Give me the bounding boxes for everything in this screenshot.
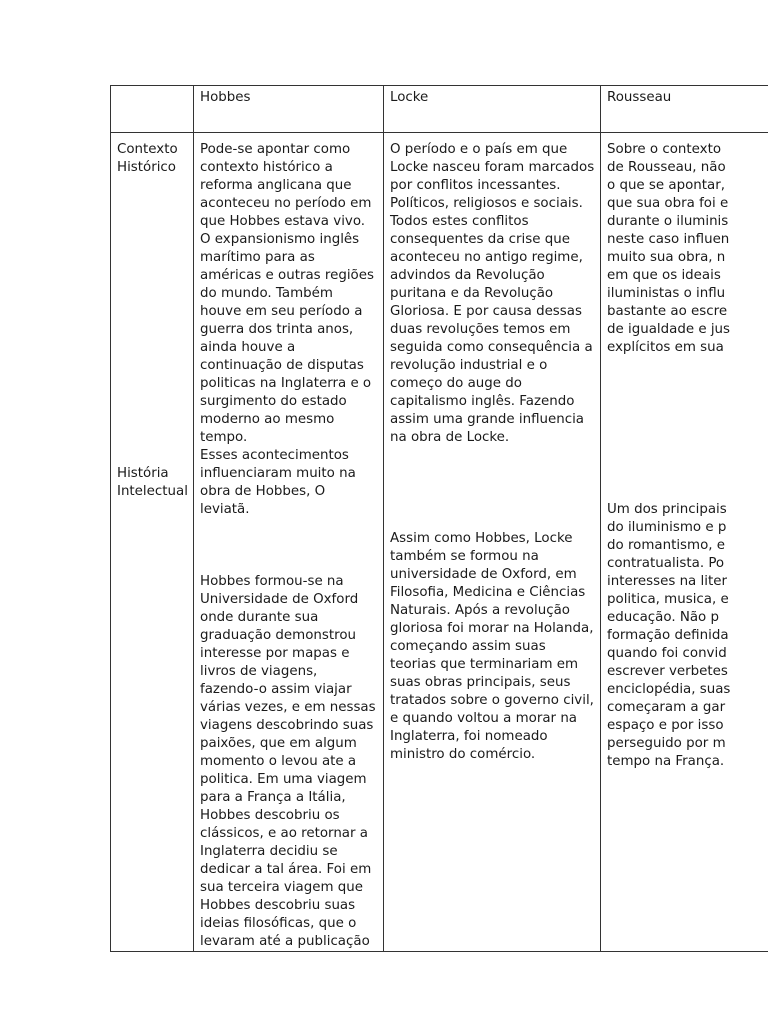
rousseau-historia-line: escrever verbetes [607, 664, 728, 679]
rousseau-historia-line: do romantismo, e [607, 538, 726, 553]
row-label-cell [111, 133, 194, 952]
rousseau-historia-line: quando foi convid [607, 646, 727, 661]
rousseau-historia-line: educação. Não p [607, 610, 720, 625]
rousseau-contexto-line: muito sua obra, n [607, 250, 726, 265]
header-hobbes: Hobbes [194, 86, 384, 133]
rousseau-contexto-line: que sua obra foi e [607, 196, 729, 211]
rousseau-historia-line: espaço e por isso [607, 718, 724, 733]
locke-contexto-text: O período e o país em que Locke nasceu foram marcados por conflitos incessantes. Políticos, religiosos e sociais. Todos estes conflitos consequentes da crise que aconteceu no antigo regime, advindos da Revolução puritana e da Revolução Gloriosa. E por causa dessas duas revoluções temos em seguida como consequência a revolução industrial e o começo do auge do capitalismo inglês. Fazendo assim uma grande influencia na obra de Locke. [390, 142, 595, 445]
locke-historia-text: Assim como Hobbes, Locke também se formou na universidade de Oxford, em Filosofia, Medicina e Ciências Naturais. Após a revolução gloriosa foi morar na Holanda, começando assim suas teorias que terminariam em suas obras principais, seus tratados sobre o governo civil, e quando voltou a morar na Inglaterra, foi nomeado ministro do comércio. [390, 531, 594, 762]
rousseau-historia-line: politica, musica, e [607, 592, 729, 607]
rousseau-contexto-line: Sobre o contexto [607, 142, 722, 157]
rousseau-historia-line: começaram a gar [607, 700, 726, 715]
rousseau-historia-line: Um dos principais [607, 502, 727, 517]
hobbes-historia-text: Hobbes formou-se na Universidade de Oxford onde durante sua graduação demonstrou interesse por mapas e livros de viagens, fazendo-o assim viajar várias vezes, e em nessas viagens descobrindo suas paixões, que em algum momento o levou ate a politica. Em uma viagem para a França a Itália, Hobbes descobriu os clássicos, e ao retornar a Inglaterra decidiu se dedicar a tal área. Foi em sua terceira viagem que Hobbes descobriu suas ideias filosóficas, que o levaram até a publicação [200, 574, 376, 949]
rousseau-contexto-line: bastante ao escre [607, 304, 728, 319]
row-label-historia-2: Intelectual [117, 484, 188, 499]
hobbes-cell [194, 133, 384, 952]
rousseau-historia-line: contratualista. Po [607, 556, 725, 571]
rousseau-contexto-line: de igualdade e jus [607, 322, 731, 337]
hobbes-contexto-text: Pode-se apontar como contexto histórico a reforma anglicana que aconteceu no período em que Hobbes estava vivo. O expansionismo inglês marítimo para as américas e outras regiões do mundo. Também houve em seu período a guerra dos trinta anos, ainda houve a continuação de disputas politicas na Inglaterra e o surgimento do estado moderno ao mesmo tempo. [200, 142, 374, 445]
rousseau-contexto-line: de Rousseau, não [607, 160, 726, 175]
rousseau-historia-line: formação definida [607, 628, 729, 643]
locke-cell [384, 133, 601, 952]
rousseau-contexto-line: iluministas o influ [607, 286, 726, 301]
row-label-contexto-1: Contexto [117, 142, 178, 157]
comparison-table [110, 85, 768, 952]
rousseau-contexto-line: durante o iluminis [607, 214, 729, 229]
header-locke: Locke [384, 86, 601, 133]
rousseau-historia-line: enciclopédia, suas [607, 682, 731, 697]
header-empty-cell [111, 86, 194, 133]
row-label-contexto-2: Histórico [117, 160, 176, 175]
rousseau-historia-line: tempo na França. [607, 754, 725, 769]
header-rousseau: Rousseau [601, 86, 768, 133]
rousseau-cell [601, 133, 768, 952]
rousseau-contexto-line: o que se apontar, [607, 178, 726, 193]
rousseau-contexto-line: explícitos em sua [607, 340, 724, 355]
rousseau-contexto-line: neste caso influen [607, 232, 730, 247]
rousseau-contexto-line: em que os ideais [607, 268, 721, 283]
rousseau-historia-line: perseguido por m [607, 736, 726, 751]
header-row [111, 86, 768, 133]
row-label-historia-1: História [117, 466, 169, 481]
rousseau-historia-line: interesses na liter [607, 574, 727, 589]
body-row [111, 133, 768, 952]
hobbes-contexto-text-2: Esses acontecimentos influenciaram muito na obra de Hobbes, O leviatã. [200, 448, 356, 517]
rousseau-historia-line: do iluminismo e p [607, 520, 727, 535]
